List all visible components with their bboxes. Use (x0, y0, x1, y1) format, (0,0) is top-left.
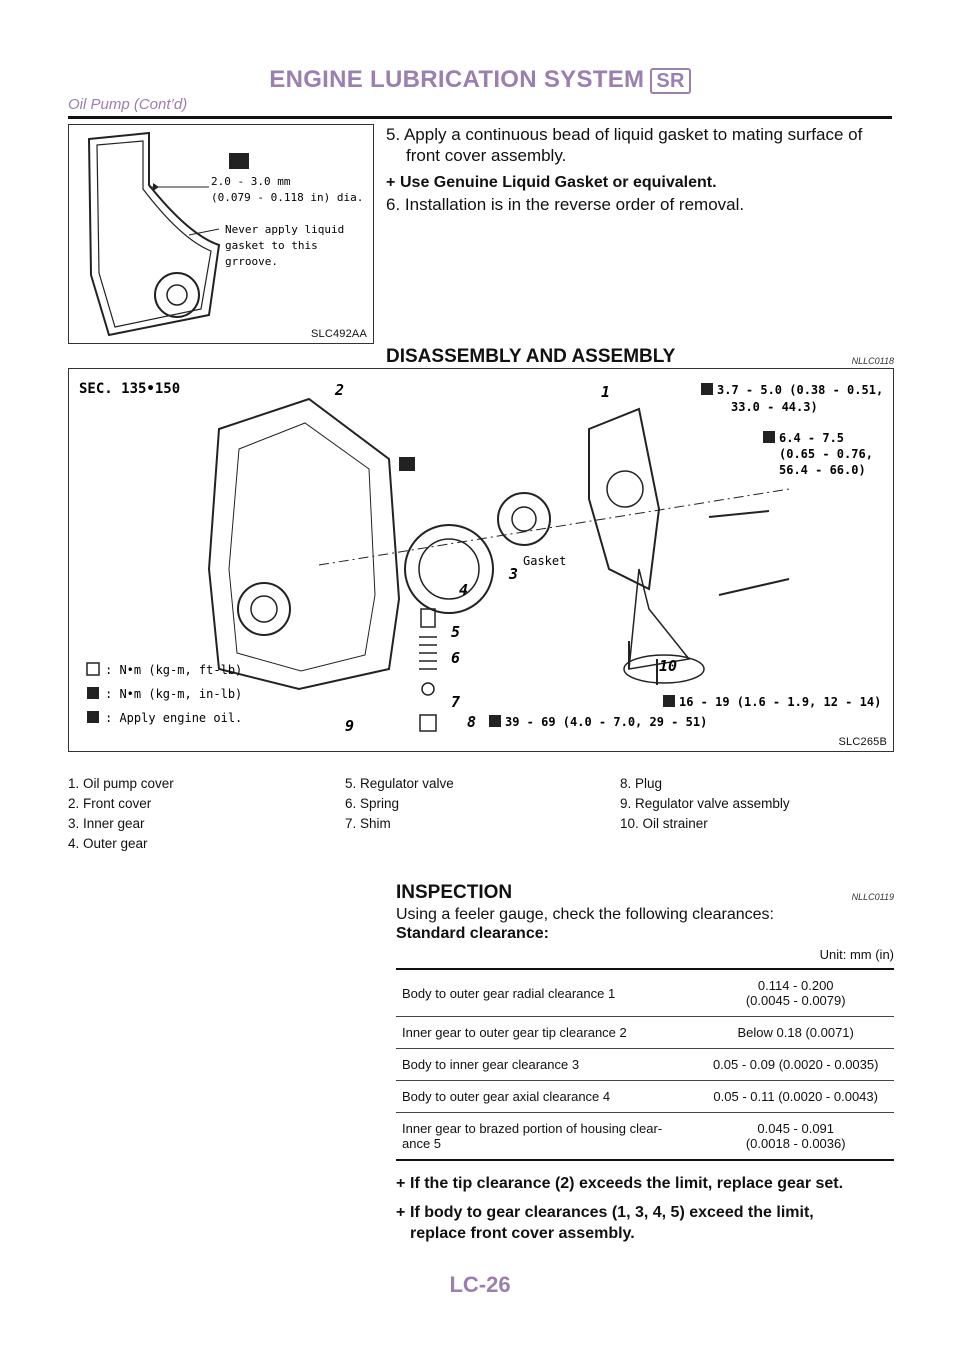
torque-ft-lb-icon (489, 715, 501, 727)
table-row (396, 1081, 894, 1113)
bullet-tip-clearance (396, 1173, 894, 1194)
parts-column-2 (345, 774, 454, 834)
row-label: Body to inner gear clearance 3 (396, 1049, 697, 1081)
section-title: ENGINE LUBRICATION SYSTEM (269, 66, 645, 93)
callout-6: 6 (451, 649, 461, 667)
part-item: 10. Oil strainer (620, 816, 708, 831)
oil-pump-cover-shape (589, 409, 659, 589)
table-row (396, 1049, 894, 1081)
outer-gear-shape (405, 525, 493, 613)
value-line2: (0.0045 - 0.0079) (745, 993, 846, 1008)
inspection-heading: INSPECTION (396, 882, 513, 903)
unit-label: Unit: mm (in) (819, 947, 894, 962)
part-item: 6. Spring (345, 796, 400, 811)
row-value (697, 1113, 894, 1161)
torque-1-line1: 3.7 - 5.0 (0.38 - 0.51, (717, 383, 884, 397)
part-item: 2. Front cover (68, 796, 152, 811)
inspection-intro: Using a feeler gauge, check the following clearances: (396, 906, 774, 923)
page-subtitle: Oil Pump (Cont’d) (68, 96, 188, 113)
figure-caption: SLC265B (838, 736, 887, 748)
section-reference: SEC. 135•150 (79, 381, 181, 397)
disassembly-heading: DISASSEMBLY AND ASSEMBLY (386, 346, 676, 367)
parts-column-1 (68, 774, 174, 854)
bullet-text-line1: If body to gear clearances (1, 3, 4, 5) exceed the limit, (410, 1204, 814, 1221)
legend-ft-lb-icon (87, 663, 99, 675)
bullet-body-clearance (396, 1202, 894, 1244)
torque-ft-lb-icon (701, 383, 713, 395)
page-number: LC-26 (449, 1272, 511, 1297)
groove-note-line3: grroove. (225, 255, 278, 268)
disassembly-heading-row (386, 346, 894, 368)
legend-engine-oil-icon (87, 711, 99, 723)
label-line2: ance 5 (402, 1136, 442, 1151)
row-label: Inner gear to outer gear tip clearance 2 (396, 1017, 697, 1049)
part-item: 8. Plug (620, 776, 663, 791)
table-row (396, 969, 894, 1017)
row-value: 0.05 - 0.09 (0.0020 - 0.0035) (697, 1049, 894, 1081)
part-item: 7. Shim (345, 816, 391, 831)
figure-front-cover-gasket (68, 124, 374, 344)
groove-note-line1: Never apply liquid (225, 223, 345, 236)
step-5 (386, 124, 894, 166)
bullet-marker: + (386, 174, 396, 191)
torque-4: 39 - 69 (4.0 - 7.0, 29 - 51) (505, 715, 708, 729)
row-value: 0.05 - 0.11 (0.0020 - 0.0043) (697, 1081, 894, 1113)
disassembly-ref-code: NLLC0118 (851, 356, 894, 366)
part-item: 5. Regulator valve (345, 776, 454, 791)
table-row (396, 1113, 894, 1161)
torque-3: 16 - 19 (1.6 - 1.9, 12 - 14) (679, 695, 882, 709)
legend-in-lb-icon (87, 687, 99, 699)
inner-gear-shape (498, 493, 550, 545)
row-value (697, 969, 894, 1017)
value-line1: 0.114 - 0.200 (757, 978, 834, 993)
callout-2: 2 (335, 381, 345, 399)
torque-in-lb-icon (763, 431, 775, 443)
step-5-line2: front cover assembly. (406, 146, 567, 165)
table-row (396, 1017, 894, 1049)
value-line1: 0.045 - 0.091 (757, 1121, 835, 1136)
page-header-title (0, 66, 960, 94)
part-item: 1. Oil pump cover (68, 776, 174, 791)
figure-caption: SLC492AA (310, 328, 367, 340)
gasket-label: Gasket (523, 554, 567, 568)
label-line1: Inner gear to brazed portion of housing clear- (402, 1121, 663, 1136)
part-item: 4. Outer gear (68, 836, 148, 851)
liquid-gasket-icon (399, 457, 415, 471)
callout-1: 1 (601, 383, 611, 401)
torque-ft-lb-icon (663, 695, 675, 707)
callout-9: 9 (345, 717, 355, 735)
engine-badge: SR (650, 68, 690, 94)
step-5-line1: 5. Apply a continuous bead of liquid gasket to mating surface of (386, 125, 863, 144)
part-item: 9. Regulator valve assembly (620, 796, 790, 811)
bullet-text-line2: replace front cover assembly. (410, 1225, 635, 1242)
row-label: Body to outer gear axial clearance 4 (396, 1081, 697, 1113)
inspection-heading-row (396, 882, 894, 904)
gasket-dimension-label-inch: (0.079 - 0.118 in) dia. (211, 191, 364, 204)
legend-ft-lb: : N•m (kg-m, ft-lb) (105, 663, 243, 677)
oil-pump-exploded-illustration (69, 369, 893, 751)
row-value: Below 0.18 (0.0071) (697, 1017, 894, 1049)
torque-2-line1: 6.4 - 7.5 (779, 431, 845, 445)
bullet-marker: + (396, 1175, 406, 1192)
inspection-ref-code: NLLC0119 (851, 892, 894, 902)
groove-note-line2: gasket to this (225, 239, 318, 252)
inspection-section (396, 882, 894, 1244)
figure-oil-pump-exploded (68, 368, 894, 752)
row-label (396, 1113, 697, 1161)
torque-2-line2: (0.65 - 0.76, (779, 447, 873, 461)
bullet-text: If the tip clearance (2) exceeds the limit, replace gear set. (410, 1175, 844, 1192)
bullet-genuine-gasket (386, 172, 717, 193)
legend-engine-oil: : Apply engine oil. (105, 711, 243, 725)
bullet-marker: + (396, 1204, 406, 1221)
callout-8: 8 (467, 713, 477, 731)
legend-in-lb: : N•m (kg-m, in-lb) (105, 687, 243, 701)
parts-column-3 (620, 774, 790, 834)
callout-10: 10 (659, 657, 678, 675)
oil-strainer-shape (629, 569, 689, 669)
torque-1-line2: 33.0 - 44.3) (731, 400, 818, 414)
value-line2: (0.0018 - 0.0036) (745, 1136, 846, 1151)
step-6: 6. Installation is in the reverse order of removal. (386, 195, 745, 214)
callout-4: 4 (459, 581, 469, 599)
liquid-gasket-icon (229, 153, 249, 169)
header-rule (68, 116, 892, 119)
callout-3: 3 (509, 565, 519, 583)
callout-5: 5 (451, 623, 461, 641)
part-item: 3. Inner gear (68, 816, 145, 831)
gasket-dimension-label: 2.0 - 3.0 mm (211, 175, 291, 188)
row-label: Body to outer gear radial clearance 1 (396, 969, 697, 1017)
torque-2-line3: 56.4 - 66.0) (779, 463, 866, 477)
front-cover-shape (209, 399, 399, 689)
clearance-table (396, 968, 894, 1161)
front-cover-gasket-illustration (69, 125, 373, 343)
bullet-text: Use Genuine Liquid Gasket or equivalent. (400, 174, 717, 191)
callout-7: 7 (451, 693, 461, 711)
standard-clearance-label: Standard clearance: (396, 925, 549, 942)
